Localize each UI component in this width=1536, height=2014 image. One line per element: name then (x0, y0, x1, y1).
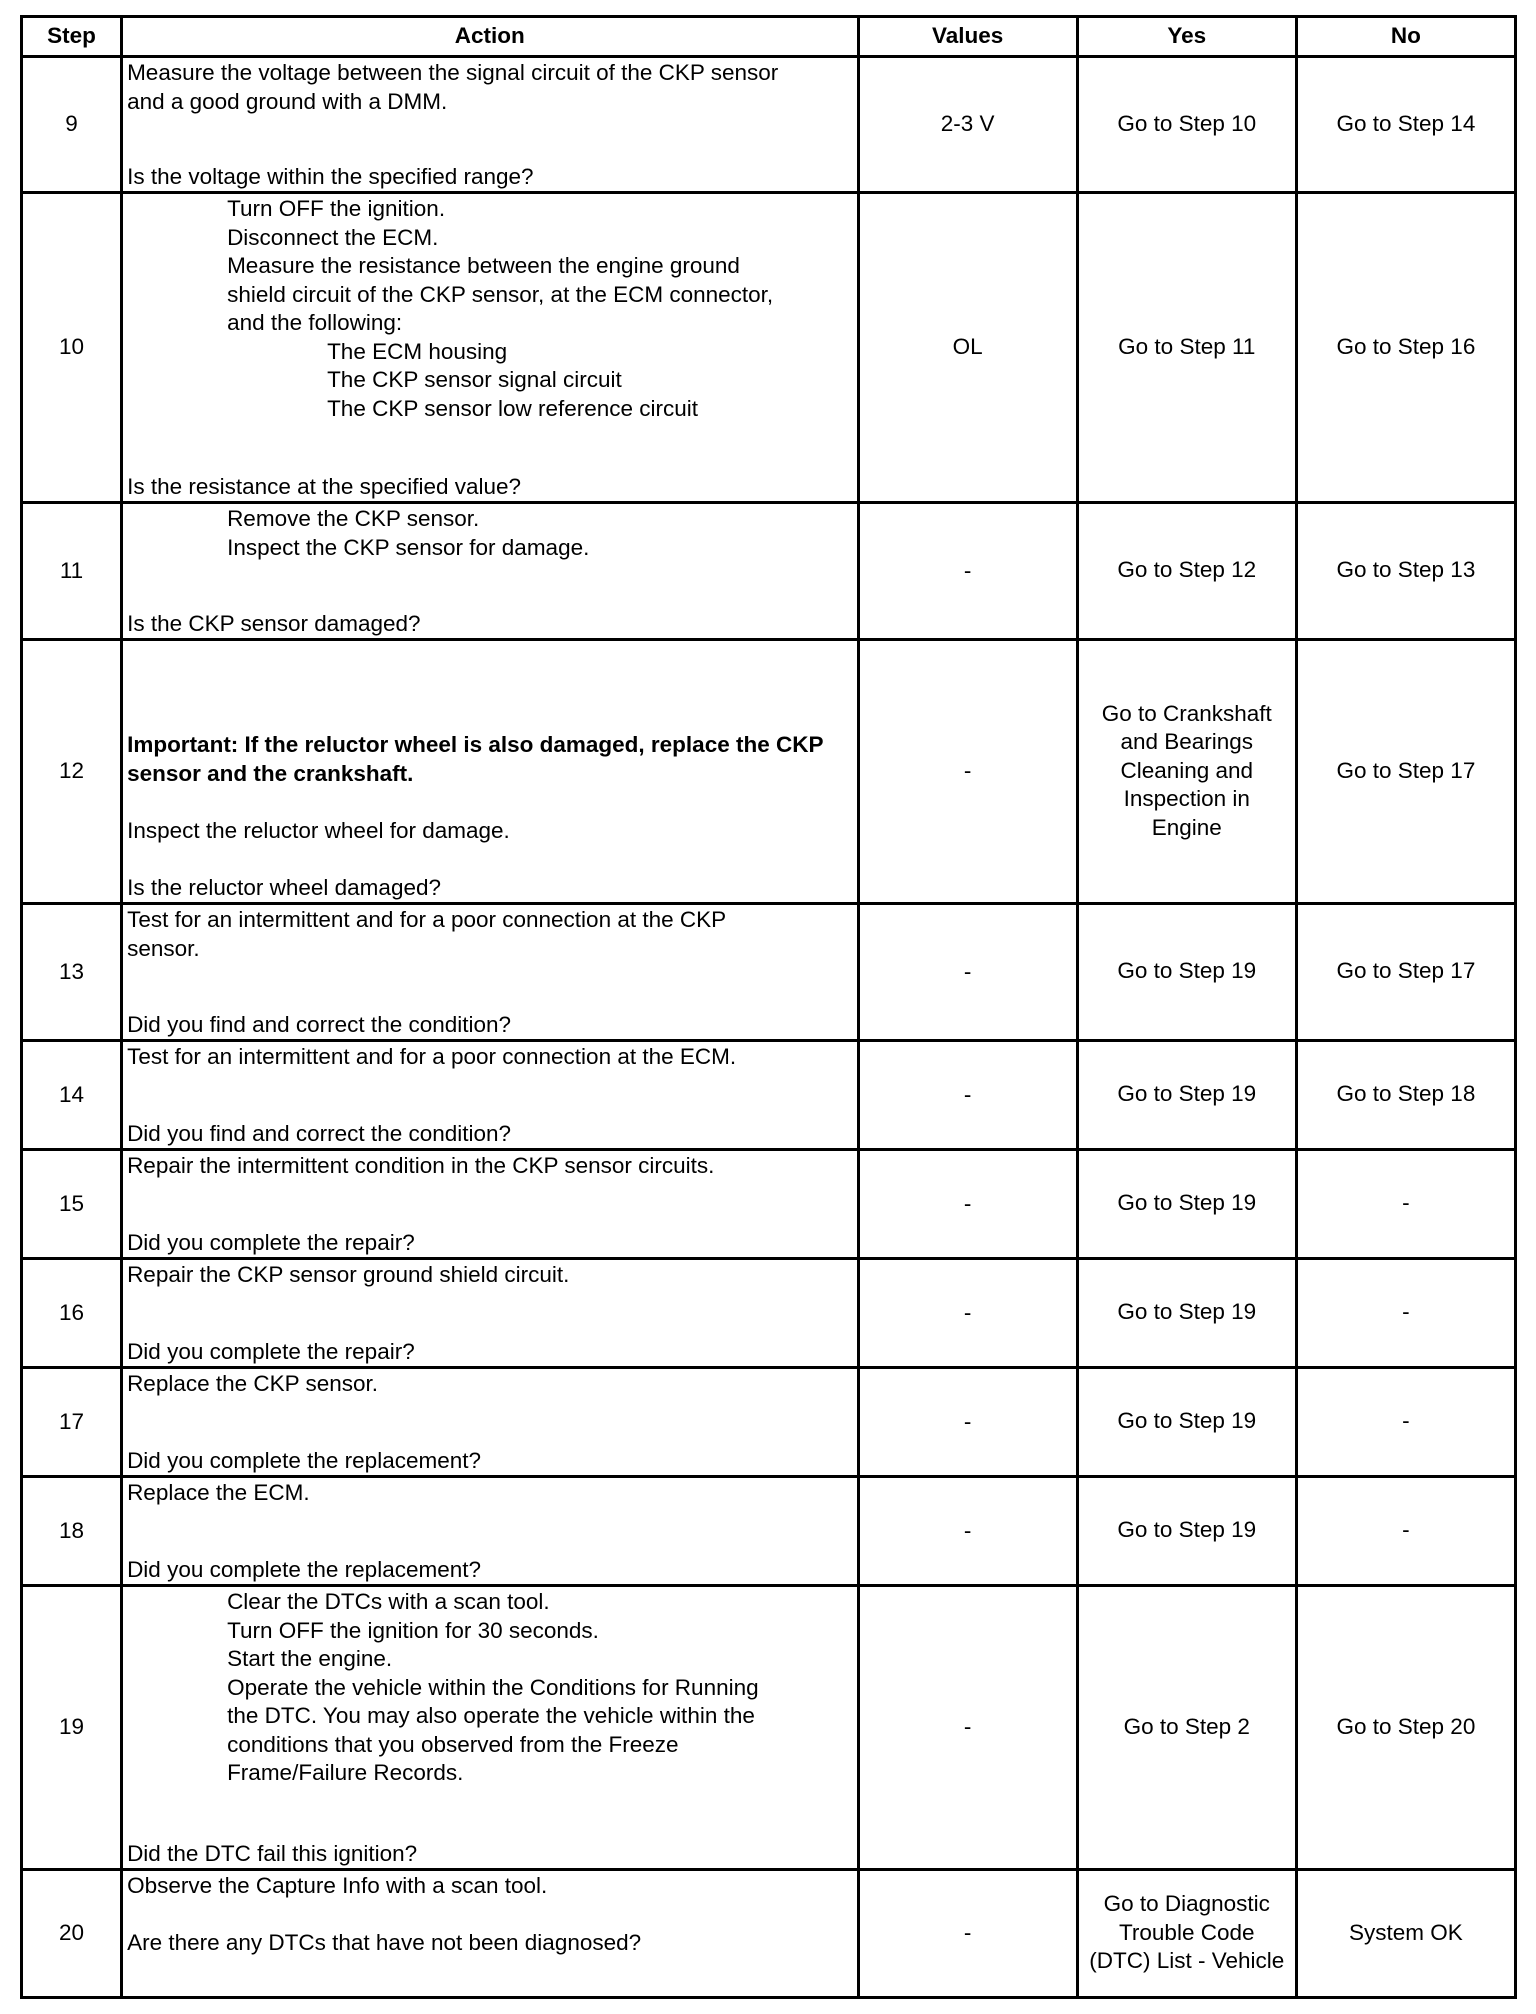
action-cell (122, 1150, 858, 1259)
action-question: Did you find and correct the condition? (127, 1120, 512, 1146)
table-row (22, 57, 1516, 193)
action-cell (122, 503, 858, 640)
action-line: Remove the CKP sensor. (227, 506, 480, 531)
action-question: Did you complete the repair? (127, 1229, 415, 1255)
yes-cell: Go to Step 19 (1077, 904, 1296, 1041)
table-row (22, 904, 1516, 1041)
value-cell: - (858, 503, 1077, 640)
yes-cell: Go to Step 19 (1077, 1041, 1296, 1150)
action-line: Inspect the reluctor wheel for damage. (127, 817, 510, 843)
action-line: Start the engine. (227, 1646, 393, 1671)
table-row (22, 1586, 1516, 1870)
action-line: shield circuit of the CKP sensor, at the ECM connector, (227, 281, 774, 307)
header-row (22, 17, 1516, 57)
no-cell: Go to Step 17 (1296, 640, 1515, 904)
no-cell: Go to Step 18 (1296, 1041, 1515, 1150)
value-cell: - (858, 1041, 1077, 1150)
action-question: Did you complete the repair? (127, 1338, 415, 1364)
yes-cell: Go to Step 12 (1077, 503, 1296, 640)
header-action: Action (122, 17, 858, 57)
table-row (22, 1870, 1516, 1998)
step-number: 18 (22, 1477, 122, 1586)
value-cell: - (858, 1150, 1077, 1259)
action-line: conditions that you observed from the Freeze (227, 1731, 679, 1757)
step-number: 20 (22, 1870, 122, 1998)
value-cell: - (858, 1870, 1077, 1998)
action-line: Replace the ECM. (127, 1480, 310, 1505)
yes-cell: Go to Diagnostic Trouble Code (DTC) List - Vehicle (1077, 1870, 1296, 1998)
action-cell (122, 1870, 858, 1998)
value-cell: - (858, 1477, 1077, 1586)
table-row (22, 1259, 1516, 1368)
yes-cell: Go to Crankshaft and Bearings Cleaning and Inspection in Engine (1077, 640, 1296, 904)
action-cell (122, 640, 858, 904)
step-number: 14 (22, 1041, 122, 1150)
action-line: Disconnect the ECM. (227, 224, 439, 250)
no-cell: Go to Step 13 (1296, 503, 1515, 640)
step-number: 17 (22, 1368, 122, 1477)
table-row (22, 503, 1516, 640)
yes-cell: Go to Step 11 (1077, 193, 1296, 503)
action-cell (122, 1586, 858, 1870)
table-row (22, 1150, 1516, 1259)
action-line: Test for an intermittent and for a poor connection at the ECM. (127, 1044, 737, 1069)
table-row (22, 1041, 1516, 1150)
header-values: Values (858, 17, 1077, 57)
yes-cell: Go to Step 19 (1077, 1259, 1296, 1368)
value-cell: - (858, 1368, 1077, 1477)
yes-cell: Go to Step 19 (1077, 1150, 1296, 1259)
action-line: and a good ground with a DMM. (127, 88, 448, 114)
header-step: Step (22, 17, 122, 57)
action-line: Operate the vehicle within the Conditions for Running (227, 1674, 759, 1700)
value-cell: 2-3 V (858, 57, 1077, 193)
action-cell (122, 1041, 858, 1150)
table-row (22, 640, 1516, 904)
action-cell (122, 1477, 858, 1586)
step-number: 10 (22, 193, 122, 503)
step-number: 16 (22, 1259, 122, 1368)
table-row (22, 1477, 1516, 1586)
action-question: Is the voltage within the specified range? (127, 163, 534, 189)
yes-cell: Go to Step 10 (1077, 57, 1296, 193)
diagnostic-table-container (20, 15, 1517, 1999)
action-question: Did you complete the replacement? (127, 1556, 482, 1582)
value-cell: - (858, 640, 1077, 904)
header-no: No (1296, 17, 1515, 57)
value-cell: - (858, 1259, 1077, 1368)
yes-cell: Go to Step 19 (1077, 1368, 1296, 1477)
action-question: Is the CKP sensor damaged? (127, 610, 421, 636)
step-number: 9 (22, 57, 122, 193)
diagnostic-table (20, 15, 1517, 1999)
action-question: Is the reluctor wheel damaged? (127, 874, 441, 900)
action-question: Are there any DTCs that have not been diagnosed? (127, 1930, 642, 1955)
action-cell (122, 904, 858, 1041)
action-line: sensor. (127, 935, 200, 961)
step-number: 13 (22, 904, 122, 1041)
no-cell: Go to Step 14 (1296, 57, 1515, 193)
action-line: Repair the intermittent condition in the CKP sensor circuits. (127, 1153, 715, 1178)
action-line: Test for an intermittent and for a poor connection at the CKP (127, 907, 727, 932)
no-cell: Go to Step 20 (1296, 1586, 1515, 1870)
value-cell: OL (858, 193, 1077, 503)
action-line: Measure the voltage between the signal circuit of the CKP sensor (127, 60, 779, 85)
no-cell: - (1296, 1477, 1515, 1586)
action-question: Did the DTC fail this ignition? (127, 1840, 418, 1866)
action-line: Replace the CKP sensor. (127, 1371, 379, 1396)
value-cell: - (858, 904, 1077, 1041)
action-cell (122, 1368, 858, 1477)
action-subline: The CKP sensor signal circuit (327, 367, 622, 392)
action-line: Repair the CKP sensor ground shield circuit. (127, 1262, 570, 1287)
action-cell (122, 1259, 858, 1368)
action-line: Observe the Capture Info with a scan tool. (127, 1873, 548, 1898)
yes-cell: Go to Step 19 (1077, 1477, 1296, 1586)
no-cell: System OK (1296, 1870, 1515, 1998)
no-cell: Go to Step 16 (1296, 193, 1515, 503)
no-cell: - (1296, 1259, 1515, 1368)
important-note: Important: If the reluctor wheel is also damaged, replace the CKP sensor and the crankshaft. (127, 732, 830, 786)
action-line: Clear the DTCs with a scan tool. (227, 1589, 550, 1614)
action-line: Frame/Failure Records. (227, 1760, 464, 1785)
table-row (22, 193, 1516, 503)
action-cell (122, 57, 858, 193)
step-number: 15 (22, 1150, 122, 1259)
action-subline: The CKP sensor low reference circuit (327, 395, 699, 421)
no-cell: - (1296, 1368, 1515, 1477)
no-cell: Go to Step 17 (1296, 904, 1515, 1041)
action-line: and the following: (227, 310, 403, 335)
action-subline: The ECM housing (327, 338, 508, 364)
action-cell (122, 193, 858, 503)
yes-cell: Go to Step 2 (1077, 1586, 1296, 1870)
step-number: 12 (22, 640, 122, 904)
header-yes: Yes (1077, 17, 1296, 57)
action-line: Measure the resistance between the engine ground (227, 253, 740, 278)
step-number: 11 (22, 503, 122, 640)
action-line: the DTC. You may also operate the vehicle within the (227, 1703, 755, 1728)
table-row (22, 1368, 1516, 1477)
action-question: Is the resistance at the specified value? (127, 473, 522, 499)
action-line: Turn OFF the ignition for 30 seconds. (227, 1617, 599, 1643)
action-line: Inspect the CKP sensor for damage. (227, 534, 590, 560)
action-question: Did you complete the replacement? (127, 1447, 482, 1473)
action-question: Did you find and correct the condition? (127, 1011, 512, 1037)
no-cell: - (1296, 1150, 1515, 1259)
value-cell: - (858, 1586, 1077, 1870)
action-line: Turn OFF the ignition. (227, 196, 446, 221)
step-number: 19 (22, 1586, 122, 1870)
